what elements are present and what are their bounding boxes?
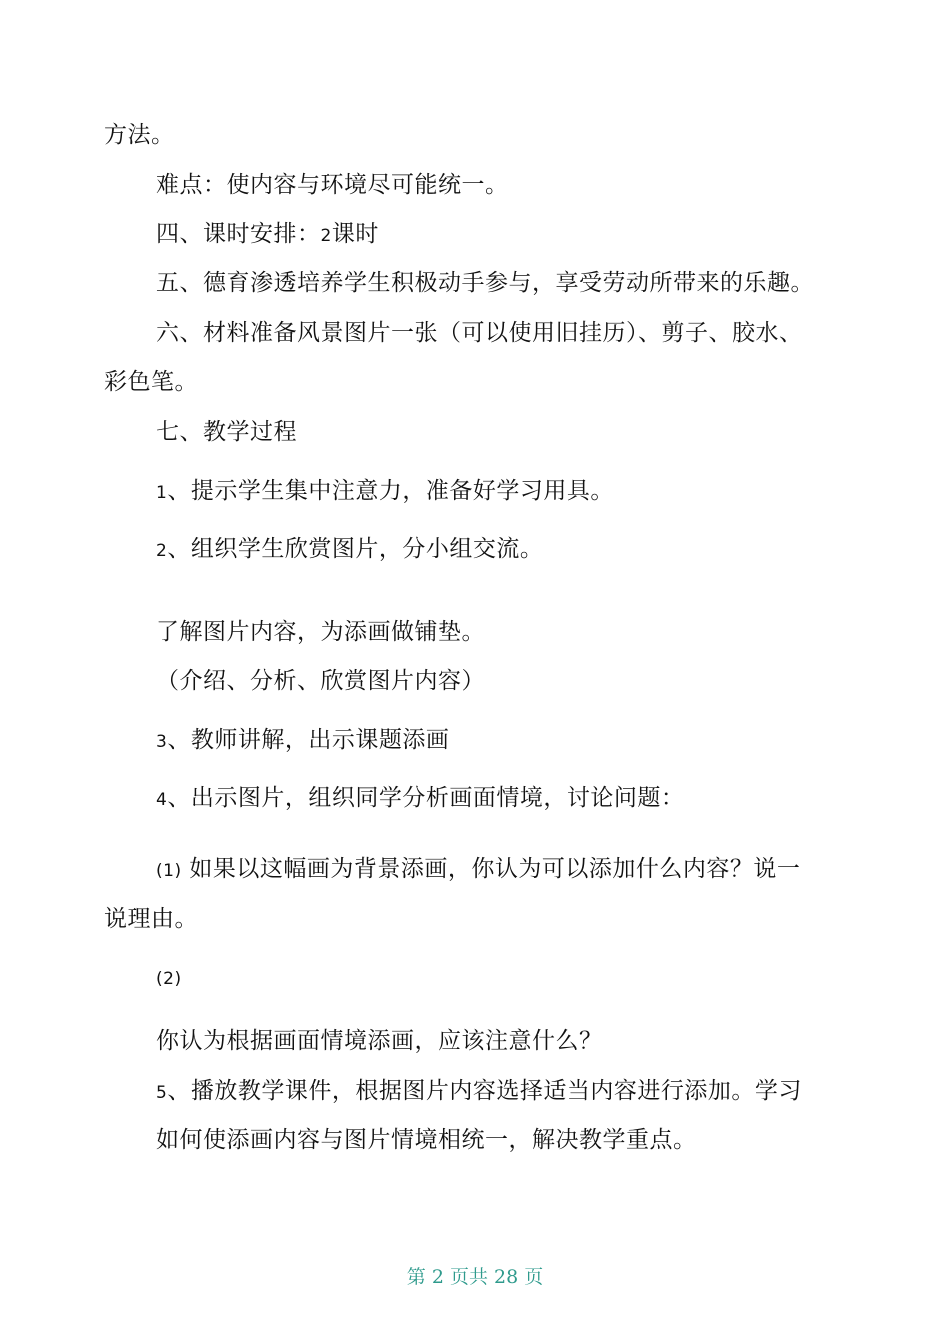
number-span: 2 xyxy=(320,226,332,246)
number-span: 4 xyxy=(156,790,168,810)
text-line xyxy=(104,904,198,934)
text-span: 、出示图片，组织同学分析画面情境，讨论问题： xyxy=(167,785,685,811)
list-item xyxy=(156,1076,802,1108)
text-line xyxy=(156,1125,697,1155)
text-span: 如果以这幅画为背景添画，你认为可以添加什么内容？说一 xyxy=(181,856,801,882)
text-span: 、组织学生欣赏图片，分小组交流。 xyxy=(167,536,544,562)
text-span: 课时 xyxy=(331,221,379,247)
list-item xyxy=(156,534,543,566)
text-span: 七、教学过程 xyxy=(156,419,297,445)
text-span: 难点：使内容与环境尽可能统一。 xyxy=(156,172,509,198)
number-span: 3 xyxy=(156,732,168,752)
text-span: 六、材料准备风景图片一张（可以使用旧挂历）、剪子、胶水、 xyxy=(156,320,803,346)
text-line xyxy=(156,617,485,647)
text-span: 、播放教学课件，根据图片内容选择适当内容进行添加。学习 xyxy=(167,1078,802,1104)
text-span: 说理由。 xyxy=(104,906,198,932)
list-item xyxy=(156,476,614,508)
list-item xyxy=(156,783,684,815)
list-item xyxy=(156,725,449,757)
text-line xyxy=(156,318,803,348)
number-span: 5 xyxy=(156,1083,168,1103)
text-span: （介绍、分析、欣赏图片内容） xyxy=(156,668,485,694)
text-span: 彩色笔。 xyxy=(104,369,198,395)
list-item xyxy=(156,854,800,886)
text-line xyxy=(104,367,198,397)
list-item xyxy=(156,962,182,994)
text-span: 五、德育渗透培养学生积极动手参与，享受劳动所带来的乐趣。 xyxy=(156,270,814,296)
text-span: 、提示学生集中注意力，准备好学习用具。 xyxy=(167,478,614,504)
number-span: 1 xyxy=(156,483,168,503)
text-span: 如何使添画内容与图片情境相统一，解决教学重点。 xyxy=(156,1127,697,1153)
number-span: (2) xyxy=(156,969,182,989)
text-line xyxy=(156,219,379,251)
text-line xyxy=(156,666,485,696)
text-line xyxy=(156,268,814,298)
number-span: (1) xyxy=(156,861,182,881)
text-span: 你认为根据画面情境添画，应该注意什么？ xyxy=(156,1028,603,1054)
text-line xyxy=(156,1026,603,1056)
text-line xyxy=(104,120,175,150)
text-span: 方法。 xyxy=(104,122,175,148)
text-span: 四、课时安排： xyxy=(156,221,321,247)
page-footer: 第 2 页共 28 页 xyxy=(406,1266,544,1288)
section-heading xyxy=(156,417,297,447)
text-span: 了解图片内容，为添画做铺垫。 xyxy=(156,619,485,645)
text-span: 、教师讲解，出示课题添画 xyxy=(167,727,450,753)
number-span: 2 xyxy=(156,541,168,561)
text-line xyxy=(156,170,509,200)
